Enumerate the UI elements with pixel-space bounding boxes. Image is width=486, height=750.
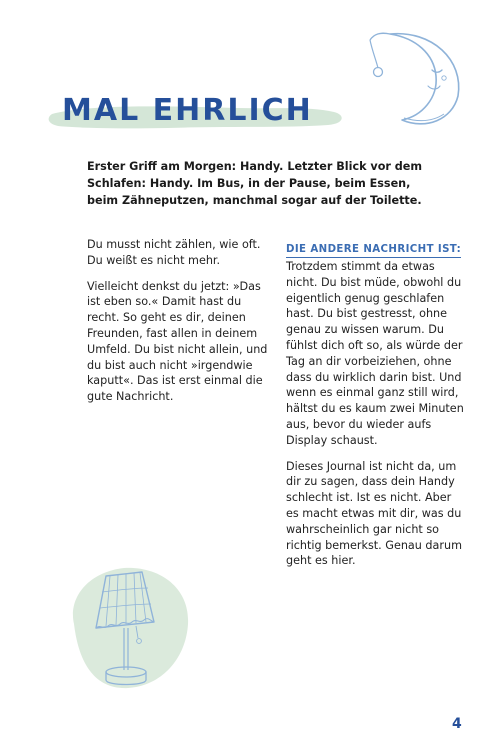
left-paragraph-2: Vielleicht denkst du jetzt: »Das ist eben so.« Damit hast du recht. So geht es dir, deinen Freunden, fast allen in deinem Umfeld. Du bist nicht allein, und du bist auch nicht »irgendwie kaputt«. Das ist erst einmal die gute Nachricht. [87,279,268,404]
left-paragraph-1: Du musst nicht zählen, wie oft. Du weißt es nicht mehr. [87,238,261,267]
page-number: 4 [452,716,462,732]
section-subhead: DIE ANDERE NACHRICHT IST: [286,243,461,258]
headline-block [48,92,348,138]
left-column [87,237,275,415]
right-column [286,237,466,579]
page-title: MAL EHRLICH [62,93,313,128]
moon-icon [360,22,470,132]
right-paragraph-2: Dieses Journal ist nicht da, um dir zu sagen, dass dein Handy schlecht ist. Ist es nicht. Aber es macht etwas mit dir, was du wahrscheinlich gar nicht so richtig bemerkst. Genau darum geht es hier. [286,459,462,568]
right-paragraph-1: Trotzdem stimmt da etwas nicht. Du bist müde, obwohl du eigentlich genug geschlafen hast. Du bist gestresst, ohne genau zu wissen warum. Du fühlst dich oft so, als würde der Tag an dir vorbeiziehen, ohne dass du wirklich darin bist. Und wenn es einmal ganz still wird, hältst du es kaum zwei Minuten aus, bevor du wieder aufs Display schaust. [286,260,464,447]
intro-paragraph: Erster Griff am Morgen: Handy. Letzter Blick vor dem Schlafen: Handy. Im Bus, in der Pause, beim Essen, beim Zähneputzen, manchmal sogar auf der Toilette. [87,160,423,207]
lamp-icon [58,558,198,698]
